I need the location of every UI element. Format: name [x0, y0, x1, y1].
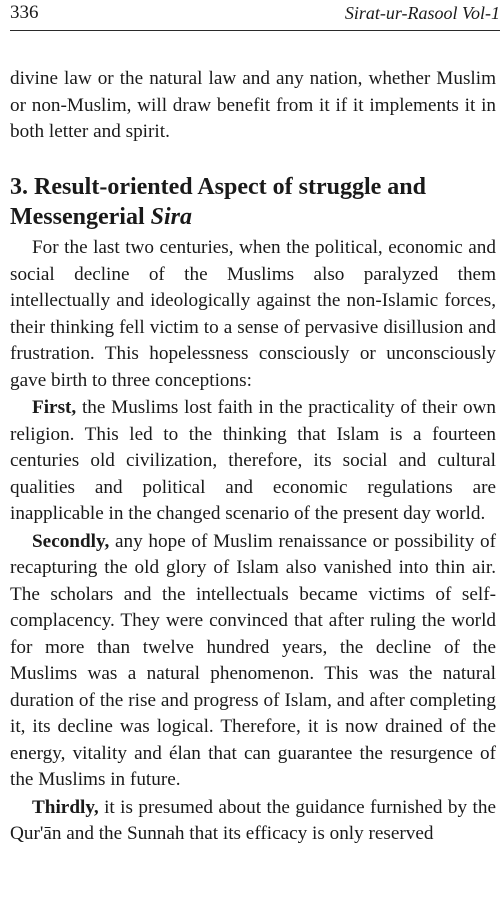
page-number: 336	[10, 2, 39, 23]
section-body	[10, 235, 496, 848]
paragraph-first	[10, 395, 496, 528]
paragraph-thirdly	[10, 795, 496, 848]
intro-paragraph: divine law or the natural law and any nation, whether Muslim or non-Muslim, will draw benefit from it if it implements it in both letter and spirit.	[10, 68, 496, 142]
paragraph-lead-secondly: Secondly,	[32, 530, 110, 552]
paragraph-text-secondly: any hope of Muslim renaissance or possibility of recapturing the old glory of Islam also vanished into thin air. The scholars and the intellectuals became victims of self-complacency. They were convinced that after ruling the world for more than twelve hundred years, the decline of the Muslims was a natural phenomenon. This was the natural duration of the rise and progress of Islam, and after completing it, its decline was logical. Therefore, it is now drained of the energy, vitality and élan that can guarantee the resurgence of the Muslims in future.	[10, 530, 496, 790]
section-number: 3.	[10, 174, 28, 200]
section-title-emphasis: Sira	[150, 204, 192, 230]
paragraph-text-thirdly: it is presumed about the guidance furnished by the Qur'ān and the Sunnah that its efficacy is only reserved	[10, 796, 496, 844]
paragraph-intro: For the last two centuries, when the political, economic and social decline of the Muslims also paralyzed them intellectually and ideologically against the non-Islamic forces, their thinking fell victim to a sense of pervasive disillusion and frustration. This hopelessness consciously or unconsciously gave birth to three conceptions:	[10, 237, 496, 391]
paragraph-lead-thirdly: Thirdly,	[32, 796, 99, 818]
running-title: Sirat-ur-Rasool Vol-1	[344, 3, 500, 23]
paragraph-secondly	[10, 529, 496, 794]
paragraph-lead-first: First,	[32, 397, 77, 418]
section-title: Result-oriented Aspect of struggle and Messengerial	[10, 174, 426, 230]
paragraph-text-first: the Muslims lost faith in the practicality of their own religion. This led to the thinking that Islam is a fourteen centuries old civilization, therefore, its social and cultural qualities and political and economic regulations are inapplicable in the changed scenario of the present day world.	[10, 397, 496, 524]
section-heading	[10, 172, 496, 232]
page-header	[10, 0, 500, 31]
